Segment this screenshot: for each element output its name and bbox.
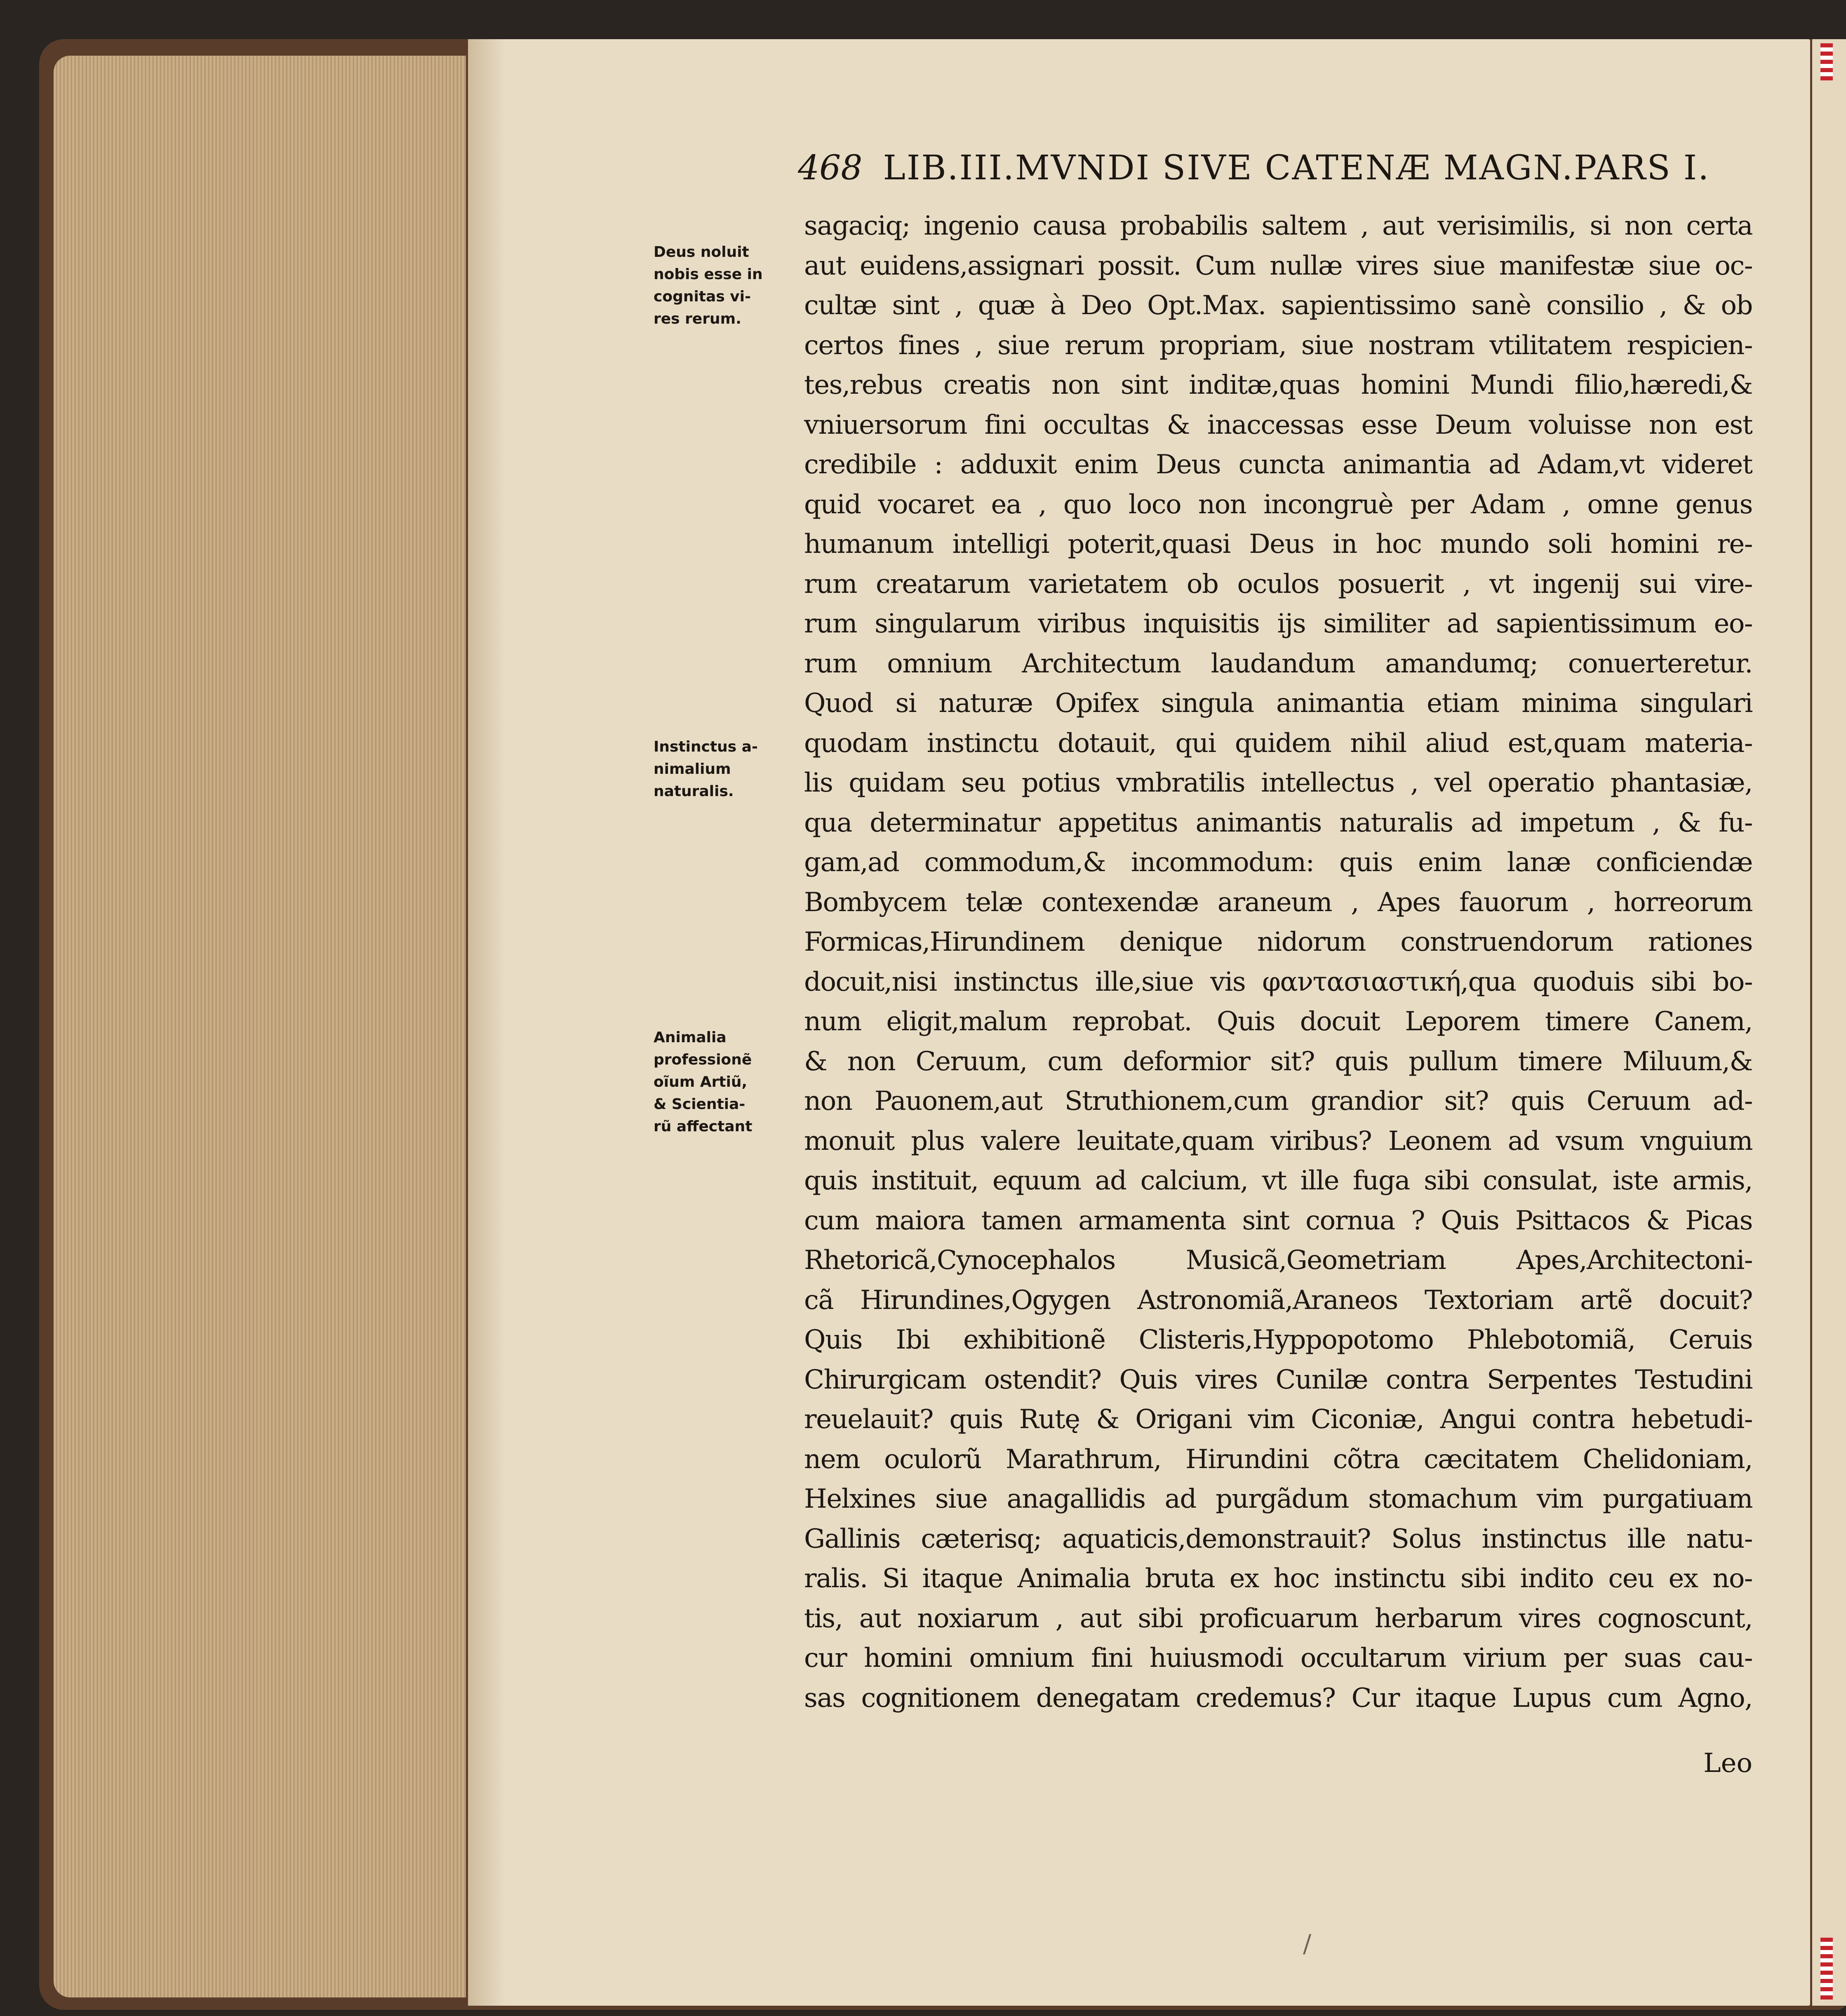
body-line: Chirurgicam ostendit? Quis vires Cunilæ contra Serpentes Testudini: [804, 1364, 1752, 1395]
margin-note-line: cognitas vi-: [654, 288, 751, 305]
body-line: credibile : adduxit enim Deus cuncta animantia ad Adam,vt videret: [804, 449, 1752, 480]
body-line: aut euidens,assignari possit. Cum nullæ vires siue manifestæ siue oc-: [804, 250, 1752, 281]
margin-note-instinctus: [654, 736, 802, 803]
body-line: quis instituit, equum ad calcium, vt ille fuga sibi consulat, iste armis,: [804, 1165, 1752, 1196]
body-line: Gallinis cæterisq; aquaticis,demonstrauit? Solus instinctus ille natu-: [804, 1523, 1752, 1554]
stray-mark: /: [1303, 1929, 1312, 1958]
body-line: & non Ceruum, cum deformior sit? quis pullum timere Miluum,&: [804, 1046, 1752, 1077]
catchword: Leo: [1703, 1748, 1752, 1779]
body-line: cã Hirundines,Ogygen Astronomiã,Araneos Textoriam artẽ docuit?: [804, 1285, 1752, 1316]
margin-note-line: rũ affectant: [654, 1118, 753, 1135]
bookmark-ribbon-bottom: [1820, 1938, 1833, 2000]
margin-note-line: nobis esse in: [654, 266, 763, 283]
body-line: reuelauit? quis Rutę & Origani vim Ciconiæ, Angui contra hebetudi-: [804, 1404, 1752, 1435]
body-line: Quod si naturæ Opifex singula animantia etiam minima singulari: [804, 688, 1752, 719]
running-head: LIB.III.MVNDI SIVE CATENÆ MAGN.PARS I.: [883, 148, 1710, 188]
margin-note-line: Animalia: [654, 1029, 727, 1046]
bookmark-ribbon-top: [1820, 43, 1833, 80]
body-line: Bombycem telæ contexendæ araneum , Apes fauorum , horreorum: [804, 887, 1752, 918]
body-line: quodam instinctu dotauit, qui quidem nihil aliud est,quam materia-: [804, 728, 1752, 759]
body-line: monuit plus valere leuitate,quam viribus? Leonem ad vsum vnguium: [804, 1125, 1752, 1156]
body-line: certos fines , siue rerum propriam, siue nostram vtilitatem respicien-: [804, 330, 1752, 361]
body-line: rum creatarum varietatem ob oculos posuerit , vt ingenij sui vire-: [804, 569, 1752, 599]
body-line: Helxines siue anagallidis ad purgãdum stomachum vim purgatiuam: [804, 1484, 1752, 1514]
body-line: Quis Ibi exhibitionẽ Clisteris,Hyppopotomo Phlebotomiã, Ceruis: [804, 1325, 1752, 1355]
body-line: humanum intelligi poterit,quasi Deus in hoc mundo soli homini re-: [804, 529, 1752, 559]
body-line: rum omnium Architectum laudandum amandumq; conuerteretur.: [804, 648, 1752, 679]
page-edges: [54, 56, 466, 1997]
margin-note-deus: [654, 241, 802, 330]
body-line: Rhetoricã,Cynocephalos Musicã,Geometriam Apes,Architectoni-: [804, 1245, 1752, 1276]
page-header: [798, 148, 1750, 194]
body-line: sagaciq; ingenio causa probabilis saltem , aut verisimilis, si non certa: [804, 211, 1752, 241]
body-line: cur homini omnium fini huiusmodi occultarum virium per suas cau-: [804, 1643, 1752, 1673]
page-gutter: [468, 39, 505, 2006]
body-line: rum singularum viribus inquisitis ijs similiter ad sapientissimum eo-: [804, 609, 1752, 639]
page-number: 468: [798, 148, 863, 188]
facing-page-edge: [1812, 39, 1846, 2006]
body-line: vniuersorum fini occultas & inaccessas esse Deum voluisse non est: [804, 409, 1752, 440]
margin-note-line: res rerum.: [654, 310, 741, 327]
margin-note-line: Instinctus a-: [654, 738, 758, 755]
body-line: qua determinatur appetitus animantis naturalis ad impetum , & fu-: [804, 807, 1752, 838]
margin-note-line: & Scientia-: [654, 1096, 745, 1113]
body-text: [804, 206, 1752, 1718]
body-line: ralis. Si itaque Animalia bruta ex hoc instinctu sibi indito ceu ex no-: [804, 1563, 1752, 1594]
body-line: sas cognitionem denegatam credemus? Cur itaque Lupus cum Agno,: [804, 1682, 1752, 1713]
body-line: lis quidam seu potius vmbratilis intellectus , vel operatio phantasiæ,: [804, 768, 1752, 798]
body-line: cum maiora tamen armamenta sint cornua ? Quis Psittacos & Picas: [804, 1205, 1752, 1236]
body-line: nem oculorũ Marathrum, Hirundini cõtra cæcitatem Chelidoniam,: [804, 1444, 1752, 1475]
margin-note-line: Deus noluit: [654, 244, 749, 261]
body-line: docuit,nisi instinctus ille,siue vis φαντασιαστική,qua quoduis sibi bo-: [804, 966, 1752, 997]
margin-note-line: nimalium: [654, 761, 731, 778]
body-line: cultæ sint , quæ à Deo Opt.Max. sapientissimo sanè consilio , & ob: [804, 290, 1752, 321]
margin-note-line: professionẽ: [654, 1051, 752, 1068]
margin-note-line: naturalis.: [654, 783, 734, 800]
body-line: gam,ad commodum,& incommodum: quis enim lanæ conficiendæ: [804, 847, 1752, 878]
margin-note-line: oĩum Artiũ,: [654, 1074, 748, 1090]
body-line: tes,rebus creatis non sint inditæ,quas homini Mundi filio,hæredi,&: [804, 370, 1752, 400]
body-line: tis, aut noxiarum , aut sibi proficuarum herbarum vires cognoscunt,: [804, 1603, 1752, 1634]
margin-note-animalia: [654, 1027, 802, 1138]
body-line: Formicas,Hirundinem denique nidorum construendorum rationes: [804, 927, 1752, 957]
body-line: num eligit,malum reprobat. Quis docuit Leporem timere Canem,: [804, 1006, 1752, 1037]
body-line: non Pauonem,aut Struthionem,cum grandior sit? quis Ceruum ad-: [804, 1086, 1752, 1116]
body-line: quid vocaret ea , quo loco non incongruè per Adam , omne genus: [804, 489, 1752, 520]
